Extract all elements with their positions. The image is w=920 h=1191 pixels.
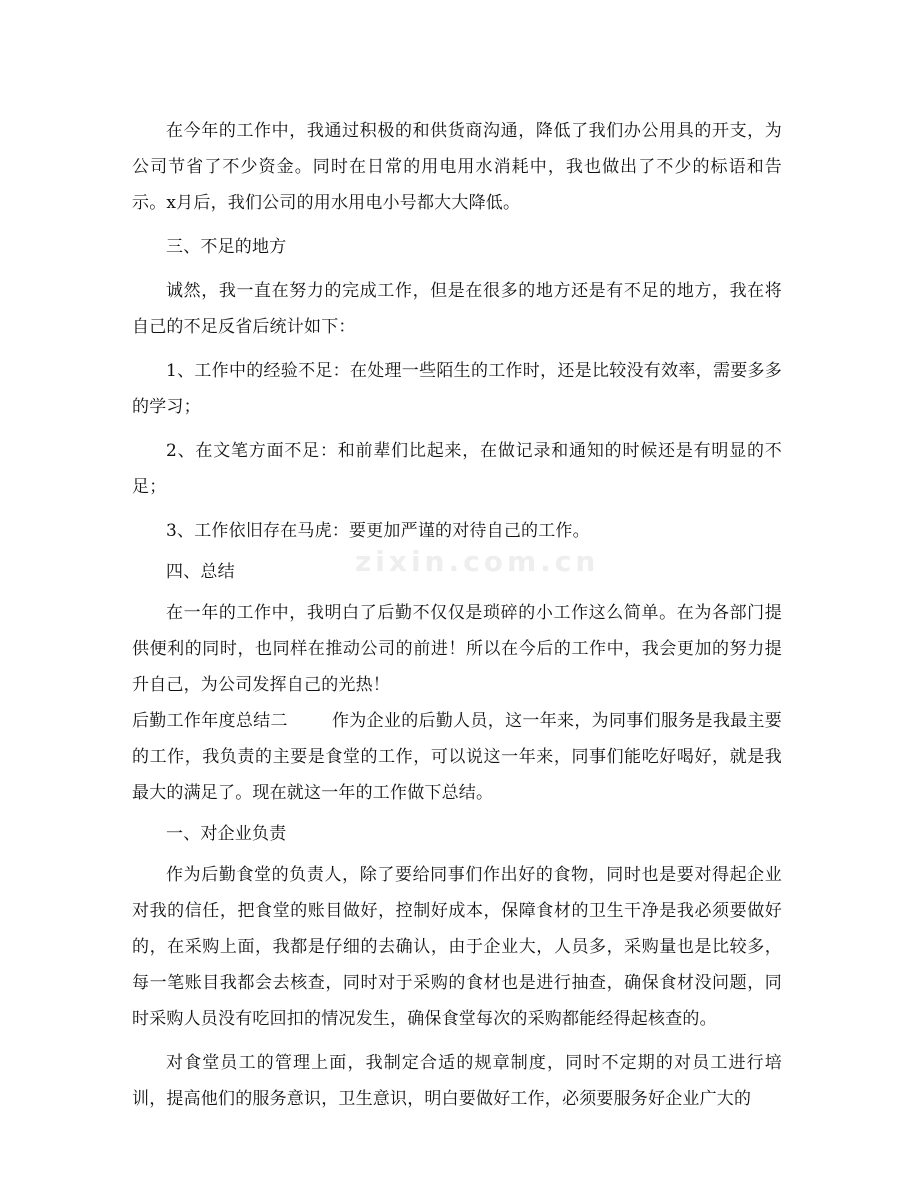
paragraph-shortcoming-1: 1、工作中的经验不足：在处理一些陌生的工作时，还是比较没有效率，需要多多的学习； bbox=[132, 361, 782, 417]
paragraph-staff-management: 对食堂员工的管理上面，我制定合适的规章制度，同时不定期的对员工进行培训，提高他们的服务意识，卫生意识，明白要做好工作，必须要服务好企业广大的 bbox=[132, 1053, 782, 1109]
second-summary-title: 后勤工作年度总结二 bbox=[132, 711, 288, 731]
paragraph-savings: 在今年的工作中，我通过积极的和供货商沟通，降低了我们办公用具的开支，为公司节省了不少资金。同时在日常的用电用水消耗中，我也做出了不少的标语和告示。x月后，我们公司的用水用电小号都大大降低。 bbox=[132, 121, 782, 213]
section-heading-shortcomings: 三、不足的地方 bbox=[166, 237, 287, 257]
paragraph-shortcoming-3: 3、工作依旧存在马虎：要更加严谨的对待自己的工作。 bbox=[166, 521, 590, 541]
paragraph-second-summary-intro bbox=[132, 703, 782, 811]
paragraph-shortcomings-intro: 诚然，我一直在努力的完成工作，但是在很多的地方还是有不足的地方，我在将自己的不足反省后统计如下： bbox=[132, 281, 782, 337]
second-summary-intro-text: 作为企业的后勤人员，这一年来，为同事们服务是我最主要的工作，我负责的主要是食堂的工作，可以说这一年来，同事们能吃好喝好，就是我最大的满足了。现在就这一年的工作做下总结。 bbox=[132, 711, 782, 803]
section-heading-responsibility: 一、对企业负责 bbox=[166, 824, 287, 844]
section-heading-summary: 四、总结 bbox=[166, 562, 235, 582]
paragraph-summary: 在一年的工作中，我明白了后勤不仅仅是琐碎的小工作这么简单。在为各部门提供便利的同时，也同样在推动公司的前进！所以在今后的工作中，我会更加的努力提升自己，为公司发挥自己的光热！ bbox=[132, 603, 782, 695]
paragraph-shortcoming-2: 2、在文笔方面不足：和前辈们比起来，在做记录和通知的时候还是有明显的不足； bbox=[132, 441, 782, 497]
watermark-text: zixin.com.cn bbox=[355, 545, 600, 578]
document-body bbox=[132, 113, 782, 1117]
paragraph-canteen-management: 作为后勤食堂的负责人，除了要给同事们作出好的食物，同时也是要对得起企业对我的信任，把食堂的账目做好，控制好成本，保障食材的卫生干净是我必须要做好的，在采购上面，我都是仔细的去确认，由于企业大，人员多，采购量也是比较多，每一笔账目我都会去核查，同时对于采购的食材也是进行抽查，确保食材没问题，同时采购人员没有吃回扣的情况发生，确保食堂每次的采购都能经得起核查的。 bbox=[132, 865, 782, 1029]
